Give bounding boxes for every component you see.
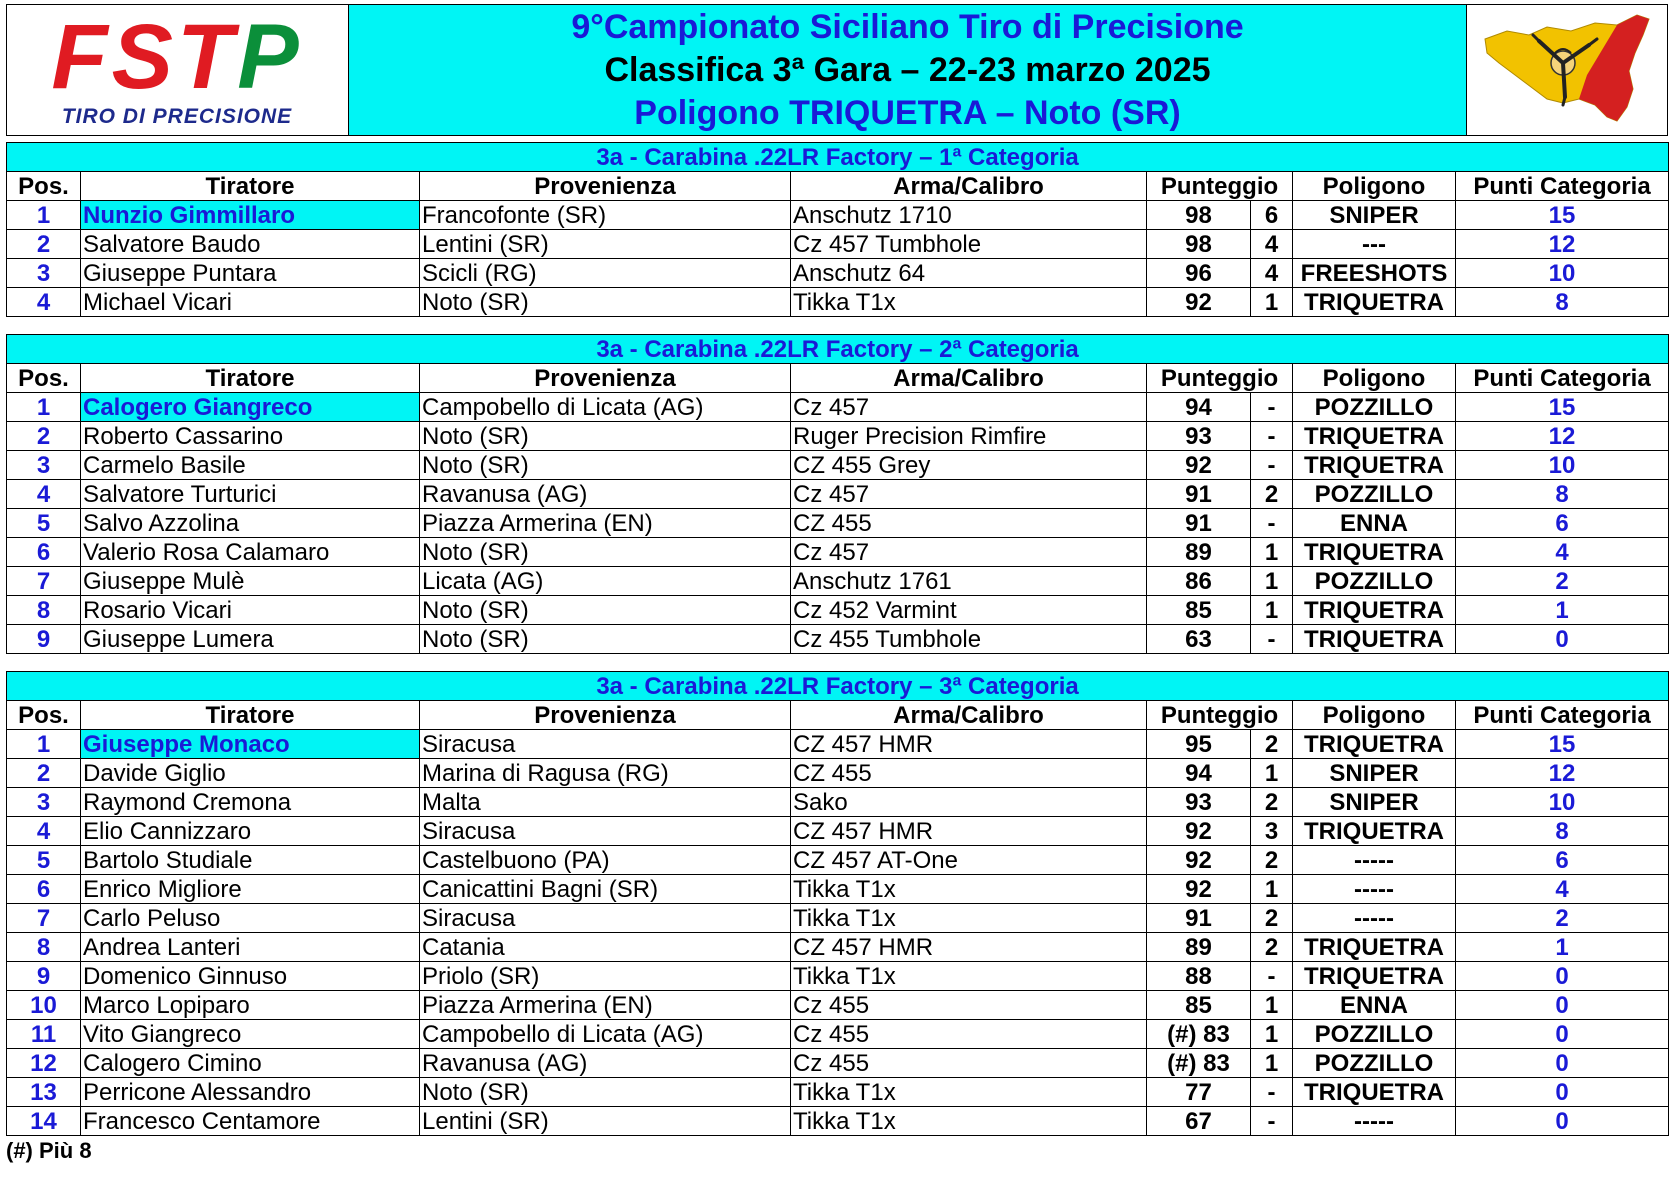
cell-provenienza: Priolo (SR) <box>420 962 791 991</box>
header <box>6 4 1668 136</box>
cell-arma: Cz 457 <box>791 393 1147 422</box>
cell-punti: 15 <box>1456 393 1669 422</box>
cell-poligono: POZZILLO <box>1293 1020 1456 1049</box>
cell-provenienza: Ravanusa (AG) <box>420 480 791 509</box>
cell-punti: 0 <box>1456 1078 1669 1107</box>
cell-arma: CZ 455 Grey <box>791 451 1147 480</box>
col-punti: Punti Categoria <box>1456 364 1669 393</box>
table-row <box>7 509 1669 538</box>
cell-pos: 7 <box>7 904 81 933</box>
cell-x: 1 <box>1251 538 1293 567</box>
cell-punteggio: (#) 83 <box>1147 1020 1251 1049</box>
cell-punti: 12 <box>1456 422 1669 451</box>
cell-pos: 8 <box>7 933 81 962</box>
cell-punteggio: (#) 83 <box>1147 1049 1251 1078</box>
cell-poligono: TRIQUETRA <box>1293 730 1456 759</box>
cell-pos: 3 <box>7 259 81 288</box>
cell-pos: 4 <box>7 288 81 317</box>
cell-punti: 12 <box>1456 230 1669 259</box>
cell-tiratore: Giuseppe Lumera <box>81 625 420 654</box>
table-row <box>7 875 1669 904</box>
cell-pos: 11 <box>7 1020 81 1049</box>
cell-arma: Tikka T1x <box>791 904 1147 933</box>
title-venue: Poligono TRIQUETRA – Noto (SR) <box>634 93 1181 132</box>
cell-punti: 8 <box>1456 817 1669 846</box>
cell-arma: Anschutz 1710 <box>791 201 1147 230</box>
col-tiratore: Tiratore <box>81 172 420 201</box>
table-row <box>7 1049 1669 1078</box>
fstp-logo <box>7 5 349 135</box>
cell-arma: Tikka T1x <box>791 962 1147 991</box>
col-poligono: Poligono <box>1293 701 1456 730</box>
cell-poligono: TRIQUETRA <box>1293 933 1456 962</box>
cell-poligono: TRIQUETRA <box>1293 422 1456 451</box>
cell-tiratore: Bartolo Studiale <box>81 846 420 875</box>
col-punti: Punti Categoria <box>1456 701 1669 730</box>
cell-punti: 4 <box>1456 538 1669 567</box>
cell-poligono: POZZILLO <box>1293 1049 1456 1078</box>
table-row <box>7 904 1669 933</box>
cell-x: 2 <box>1251 788 1293 817</box>
cell-tiratore: Vito Giangreco <box>81 1020 420 1049</box>
cell-arma: Cz 455 <box>791 991 1147 1020</box>
cell-arma: Anschutz 1761 <box>791 567 1147 596</box>
table-row <box>7 788 1669 817</box>
col-arma: Arma/Calibro <box>791 172 1147 201</box>
cell-arma: Cz 457 <box>791 480 1147 509</box>
cell-punteggio: 92 <box>1147 451 1251 480</box>
table-row <box>7 1020 1669 1049</box>
cell-poligono: FREESHOTS <box>1293 259 1456 288</box>
cell-poligono: ----- <box>1293 875 1456 904</box>
cell-provenienza: Piazza Armerina (EN) <box>420 509 791 538</box>
cell-arma: CZ 457 AT-One <box>791 846 1147 875</box>
col-provenienza: Provenienza <box>420 701 791 730</box>
section-title: 3a - Carabina .22LR Factory – 1ª Categoria <box>7 143 1669 172</box>
cell-punti: 8 <box>1456 480 1669 509</box>
cell-arma: Sako <box>791 788 1147 817</box>
cell-provenienza: Siracusa <box>420 817 791 846</box>
cell-punteggio: 92 <box>1147 875 1251 904</box>
cell-punti: 0 <box>1456 1049 1669 1078</box>
table-row <box>7 1107 1669 1136</box>
cell-tiratore: Carmelo Basile <box>81 451 420 480</box>
cell-provenienza: Siracusa <box>420 904 791 933</box>
cell-tiratore: Roberto Cassarino <box>81 422 420 451</box>
cell-punti: 1 <box>1456 933 1669 962</box>
cell-punti: 2 <box>1456 567 1669 596</box>
section-title: 3a - Carabina .22LR Factory – 2ª Categoria <box>7 335 1669 364</box>
cell-provenienza: Noto (SR) <box>420 288 791 317</box>
header-row <box>7 172 1669 201</box>
cell-provenienza: Licata (AG) <box>420 567 791 596</box>
cell-tiratore: Giuseppe Monaco <box>81 730 420 759</box>
cell-x: 1 <box>1251 759 1293 788</box>
cell-tiratore: Elio Cannizzaro <box>81 817 420 846</box>
col-punteggio: Punteggio <box>1147 172 1293 201</box>
cell-punteggio: 89 <box>1147 538 1251 567</box>
table-row <box>7 817 1669 846</box>
cell-punti: 15 <box>1456 201 1669 230</box>
cell-arma: Ruger Precision Rimfire <box>791 422 1147 451</box>
cell-arma: Cz 455 Tumbhole <box>791 625 1147 654</box>
cell-tiratore: Domenico Ginnuso <box>81 962 420 991</box>
col-tiratore: Tiratore <box>81 701 420 730</box>
cell-pos: 1 <box>7 730 81 759</box>
cell-punteggio: 94 <box>1147 393 1251 422</box>
cell-pos: 7 <box>7 567 81 596</box>
cell-poligono: SNIPER <box>1293 759 1456 788</box>
cell-arma: Tikka T1x <box>791 1107 1147 1136</box>
cell-poligono: TRIQUETRA <box>1293 538 1456 567</box>
cell-x: 3 <box>1251 817 1293 846</box>
cell-poligono: TRIQUETRA <box>1293 596 1456 625</box>
cell-provenienza: Scicli (RG) <box>420 259 791 288</box>
col-provenienza: Provenienza <box>420 172 791 201</box>
header-row <box>7 364 1669 393</box>
table-row <box>7 991 1669 1020</box>
cell-punteggio: 86 <box>1147 567 1251 596</box>
cell-provenienza: Ravanusa (AG) <box>420 1049 791 1078</box>
cell-arma: Anschutz 64 <box>791 259 1147 288</box>
cell-arma: Cz 457 Tumbhole <box>791 230 1147 259</box>
cell-arma: Cz 452 Varmint <box>791 596 1147 625</box>
col-tiratore: Tiratore <box>81 364 420 393</box>
cell-x: - <box>1251 509 1293 538</box>
cell-tiratore: Nunzio Gimmillaro <box>81 201 420 230</box>
cell-punti: 8 <box>1456 288 1669 317</box>
cell-punteggio: 98 <box>1147 201 1251 230</box>
cell-provenienza: Lentini (SR) <box>420 230 791 259</box>
cell-punti: 0 <box>1456 1020 1669 1049</box>
col-pos: Pos. <box>7 364 81 393</box>
cell-tiratore: Calogero Cimino <box>81 1049 420 1078</box>
col-punteggio: Punteggio <box>1147 364 1293 393</box>
cell-x: 2 <box>1251 480 1293 509</box>
cell-x: 2 <box>1251 933 1293 962</box>
cell-poligono: POZZILLO <box>1293 567 1456 596</box>
table-row <box>7 422 1669 451</box>
cell-provenienza: Campobello di Licata (AG) <box>420 1020 791 1049</box>
cell-x: 4 <box>1251 259 1293 288</box>
cell-punti: 0 <box>1456 625 1669 654</box>
cell-arma: CZ 457 HMR <box>791 817 1147 846</box>
cell-provenienza: Catania <box>420 933 791 962</box>
cell-provenienza: Noto (SR) <box>420 596 791 625</box>
logo-subtitle: TIRO DI PRECISIONE <box>61 105 293 128</box>
cell-x: 6 <box>1251 201 1293 230</box>
cell-provenienza: Noto (SR) <box>420 451 791 480</box>
cell-poligono: --- <box>1293 230 1456 259</box>
col-punteggio: Punteggio <box>1147 701 1293 730</box>
cell-tiratore: Francesco Centamore <box>81 1107 420 1136</box>
category-2-table <box>6 334 1669 654</box>
cell-punteggio: 85 <box>1147 596 1251 625</box>
cell-tiratore: Michael Vicari <box>81 288 420 317</box>
cell-arma: Cz 457 <box>791 538 1147 567</box>
cell-x: 2 <box>1251 730 1293 759</box>
cell-punti: 4 <box>1456 875 1669 904</box>
cell-punti: 15 <box>1456 730 1669 759</box>
cell-punteggio: 93 <box>1147 788 1251 817</box>
cell-arma: CZ 457 HMR <box>791 933 1147 962</box>
cell-arma: Tikka T1x <box>791 288 1147 317</box>
table-row <box>7 933 1669 962</box>
cell-x: - <box>1251 393 1293 422</box>
cell-poligono: TRIQUETRA <box>1293 288 1456 317</box>
cell-poligono: ----- <box>1293 846 1456 875</box>
title-championship: 9°Campionato Siciliano Tiro di Precisione <box>571 7 1244 46</box>
cell-x: - <box>1251 1078 1293 1107</box>
cell-poligono: TRIQUETRA <box>1293 1078 1456 1107</box>
cell-provenienza: Campobello di Licata (AG) <box>420 393 791 422</box>
cell-tiratore: Marco Lopiparo <box>81 991 420 1020</box>
cell-poligono: POZZILLO <box>1293 393 1456 422</box>
category-1-table <box>6 142 1669 317</box>
cell-punteggio: 93 <box>1147 422 1251 451</box>
table-row <box>7 451 1669 480</box>
table-row <box>7 846 1669 875</box>
cell-tiratore: Valerio Rosa Calamaro <box>81 538 420 567</box>
cell-tiratore: Calogero Giangreco <box>81 393 420 422</box>
cell-punteggio: 91 <box>1147 509 1251 538</box>
cell-provenienza: Noto (SR) <box>420 1078 791 1107</box>
table-row <box>7 567 1669 596</box>
cell-poligono: ----- <box>1293 1107 1456 1136</box>
cell-poligono: ENNA <box>1293 991 1456 1020</box>
cell-x: 2 <box>1251 846 1293 875</box>
cell-punti: 0 <box>1456 1107 1669 1136</box>
col-pos: Pos. <box>7 701 81 730</box>
page <box>6 4 1668 1164</box>
section-title: 3a - Carabina .22LR Factory – 3ª Categoria <box>7 672 1669 701</box>
cell-punteggio: 63 <box>1147 625 1251 654</box>
cell-pos: 5 <box>7 846 81 875</box>
cell-tiratore: Salvatore Turturici <box>81 480 420 509</box>
cell-pos: 6 <box>7 875 81 904</box>
cell-x: 2 <box>1251 904 1293 933</box>
cell-provenienza: Piazza Armerina (EN) <box>420 991 791 1020</box>
cell-x: 1 <box>1251 1020 1293 1049</box>
cell-punti: 10 <box>1456 259 1669 288</box>
cell-punteggio: 95 <box>1147 730 1251 759</box>
cell-punteggio: 91 <box>1147 904 1251 933</box>
cell-punti: 0 <box>1456 991 1669 1020</box>
table-row <box>7 480 1669 509</box>
cell-punti: 6 <box>1456 846 1669 875</box>
table-row <box>7 538 1669 567</box>
cell-x: 1 <box>1251 991 1293 1020</box>
cell-pos: 12 <box>7 1049 81 1078</box>
cell-pos: 8 <box>7 596 81 625</box>
cell-x: 1 <box>1251 288 1293 317</box>
cell-pos: 9 <box>7 962 81 991</box>
table-row <box>7 625 1669 654</box>
cell-punteggio: 88 <box>1147 962 1251 991</box>
table-row <box>7 962 1669 991</box>
cell-punti: 10 <box>1456 788 1669 817</box>
cell-punteggio: 91 <box>1147 480 1251 509</box>
cell-punti: 0 <box>1456 962 1669 991</box>
cell-tiratore: Rosario Vicari <box>81 596 420 625</box>
cell-x: - <box>1251 1107 1293 1136</box>
cell-punti: 10 <box>1456 451 1669 480</box>
cell-tiratore: Salvatore Baudo <box>81 230 420 259</box>
cell-poligono: ----- <box>1293 904 1456 933</box>
cell-pos: 4 <box>7 480 81 509</box>
table-row <box>7 730 1669 759</box>
cell-provenienza: Noto (SR) <box>420 625 791 654</box>
cell-poligono: SNIPER <box>1293 788 1456 817</box>
footnote: (#) Più 8 <box>6 1138 92 1163</box>
title-ranking: Classifica 3ª Gara – 22-23 marzo 2025 <box>604 50 1211 89</box>
cell-provenienza: Siracusa <box>420 730 791 759</box>
cell-punti: 6 <box>1456 509 1669 538</box>
cell-pos: 13 <box>7 1078 81 1107</box>
cell-punti: 12 <box>1456 759 1669 788</box>
cell-x: - <box>1251 962 1293 991</box>
cell-arma: Cz 455 <box>791 1020 1147 1049</box>
cell-poligono: TRIQUETRA <box>1293 625 1456 654</box>
cell-arma: Tikka T1x <box>791 1078 1147 1107</box>
table-row <box>7 759 1669 788</box>
cell-provenienza: Noto (SR) <box>420 538 791 567</box>
category-3-table <box>6 671 1669 1136</box>
col-pos: Pos. <box>7 172 81 201</box>
table-row <box>7 393 1669 422</box>
cell-punteggio: 96 <box>1147 259 1251 288</box>
cell-x: 1 <box>1251 596 1293 625</box>
cell-x: - <box>1251 422 1293 451</box>
cell-poligono: POZZILLO <box>1293 480 1456 509</box>
cell-x: 1 <box>1251 875 1293 904</box>
cell-punti: 2 <box>1456 904 1669 933</box>
cell-pos: 9 <box>7 625 81 654</box>
cell-tiratore: Salvo Azzolina <box>81 509 420 538</box>
cell-provenienza: Francofonte (SR) <box>420 201 791 230</box>
cell-tiratore: Andrea Lanteri <box>81 933 420 962</box>
cell-pos: 2 <box>7 759 81 788</box>
col-arma: Arma/Calibro <box>791 364 1147 393</box>
cell-arma: Tikka T1x <box>791 875 1147 904</box>
cell-provenienza: Noto (SR) <box>420 422 791 451</box>
cell-punteggio: 77 <box>1147 1078 1251 1107</box>
cell-arma: CZ 455 <box>791 509 1147 538</box>
cell-tiratore: Giuseppe Mulè <box>81 567 420 596</box>
col-provenienza: Provenienza <box>420 364 791 393</box>
table-row <box>7 259 1669 288</box>
cell-punteggio: 67 <box>1147 1107 1251 1136</box>
cell-provenienza: Lentini (SR) <box>420 1107 791 1136</box>
cell-provenienza: Marina di Ragusa (RG) <box>420 759 791 788</box>
table-row <box>7 1078 1669 1107</box>
cell-pos: 10 <box>7 991 81 1020</box>
cell-arma: CZ 455 <box>791 759 1147 788</box>
table-row <box>7 596 1669 625</box>
col-arma: Arma/Calibro <box>791 701 1147 730</box>
sicily-trinacria-icon <box>1467 5 1667 135</box>
cell-pos: 6 <box>7 538 81 567</box>
cell-poligono: ENNA <box>1293 509 1456 538</box>
cell-tiratore: Raymond Cremona <box>81 788 420 817</box>
cell-poligono: SNIPER <box>1293 201 1456 230</box>
cell-provenienza: Canicattini Bagni (SR) <box>420 875 791 904</box>
cell-punteggio: 98 <box>1147 230 1251 259</box>
cell-pos: 3 <box>7 788 81 817</box>
title-box <box>349 5 1467 135</box>
cell-tiratore: Giuseppe Puntara <box>81 259 420 288</box>
cell-pos: 14 <box>7 1107 81 1136</box>
cell-punteggio: 92 <box>1147 288 1251 317</box>
table-row <box>7 201 1669 230</box>
cell-pos: 1 <box>7 201 81 230</box>
cell-pos: 5 <box>7 509 81 538</box>
cell-punti: 1 <box>1456 596 1669 625</box>
cell-x: 1 <box>1251 567 1293 596</box>
cell-pos: 3 <box>7 451 81 480</box>
cell-pos: 4 <box>7 817 81 846</box>
cell-punteggio: 92 <box>1147 846 1251 875</box>
col-poligono: Poligono <box>1293 172 1456 201</box>
cell-provenienza: Castelbuono (PA) <box>420 846 791 875</box>
cell-pos: 2 <box>7 422 81 451</box>
col-punti: Punti Categoria <box>1456 172 1669 201</box>
cell-pos: 2 <box>7 230 81 259</box>
cell-punteggio: 89 <box>1147 933 1251 962</box>
cell-tiratore: Davide Giglio <box>81 759 420 788</box>
cell-x: 1 <box>1251 1049 1293 1078</box>
cell-punteggio: 85 <box>1147 991 1251 1020</box>
cell-poligono: TRIQUETRA <box>1293 962 1456 991</box>
cell-x: - <box>1251 451 1293 480</box>
col-poligono: Poligono <box>1293 364 1456 393</box>
cell-tiratore: Enrico Migliore <box>81 875 420 904</box>
cell-tiratore: Perricone Alessandro <box>81 1078 420 1107</box>
cell-arma: Cz 455 <box>791 1049 1147 1078</box>
cell-punteggio: 94 <box>1147 759 1251 788</box>
cell-x: - <box>1251 625 1293 654</box>
cell-x: 4 <box>1251 230 1293 259</box>
cell-poligono: TRIQUETRA <box>1293 817 1456 846</box>
table-row <box>7 288 1669 317</box>
header-row <box>7 701 1669 730</box>
cell-punteggio: 92 <box>1147 817 1251 846</box>
table-row <box>7 230 1669 259</box>
cell-tiratore: Carlo Peluso <box>81 904 420 933</box>
cell-poligono: TRIQUETRA <box>1293 451 1456 480</box>
cell-pos: 1 <box>7 393 81 422</box>
cell-arma: CZ 457 HMR <box>791 730 1147 759</box>
cell-provenienza: Malta <box>420 788 791 817</box>
logo-wordmark: FSTP <box>51 6 303 108</box>
